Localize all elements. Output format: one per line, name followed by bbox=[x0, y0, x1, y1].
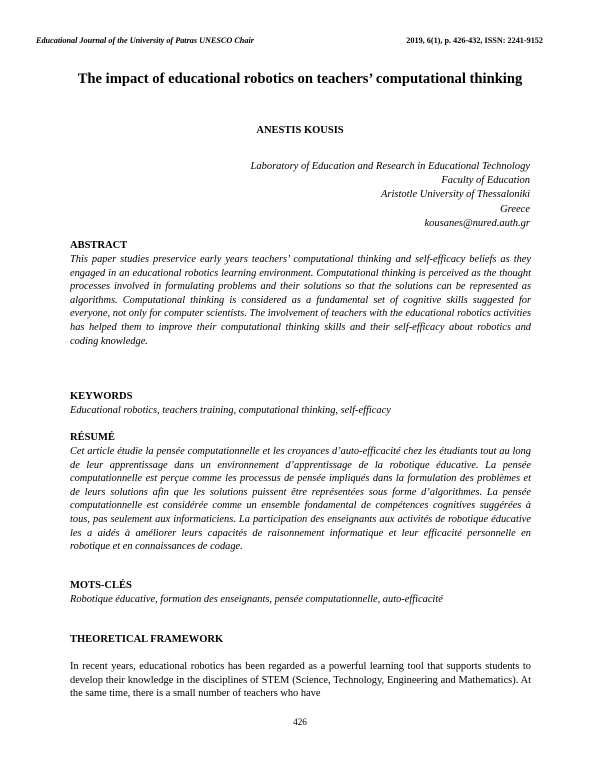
abstract-text: This paper studies preservice early years teachers’ computational thinking and self-efficacy beliefs as they engaged in an educational robotics learning environment. Computational thinking is perceived as the thought processes involved in formulating problems and their solutions so that the solutions can be represented as algorithms. Computational thinking is considered as a fundamental set of cognitive skills suggested for everyone, not only for computer scientists. The involvement of teachers with the educational robotics activities has helped them to improve their computational thinking skills and their self-efficacy about robotics and coding knowledge. bbox=[70, 254, 531, 347]
affiliation-email: kousanes@nured.auth.gr bbox=[424, 217, 530, 229]
affiliation-block bbox=[251, 160, 531, 231]
theoretical-framework-text: In recent years, educational robotics has been regarded as a powerful learning tool that supports students to develop their knowledge in the disciplines of STEM (Science, Technology, Engineering and Mathematics). At the same time, there is a small number of teachers who have bbox=[70, 661, 531, 700]
resume-heading: RÉSUMÉ bbox=[70, 432, 115, 443]
page-number: 426 bbox=[293, 717, 307, 727]
affiliation-country: Greece bbox=[500, 203, 530, 215]
resume-text: Cet article étudie la pensée computationnelle et les croyances d’auto-efficacité chez les étudiants tout au long de leur apprentissage dans un environnement d’apprentissage de la robotique éducative. La pensée computationnelle est perçue comme les processus de pensée impliqués dans la formulation des problèmes et de leurs solutions afin que les solutions puissent être représentées sous forme d’algorithmes. La pensée computationnelle est considérée comme un ensemble fondamental de compétences cognitives suggérées à tous, pas seulement aux informaticiens. La participation des enseignants aux activités de robotique éducative les a aidés à améliorer leurs capacités de raisonnement informatique et leur efficacité personnelle en robotique et en connaissances de codage. bbox=[70, 446, 531, 553]
affiliation-faculty: Faculty of Education bbox=[441, 175, 530, 187]
affiliation-lab: Laboratory of Education and Research in Educational Technology bbox=[250, 161, 530, 172]
keywords-heading: KEYWORDS bbox=[70, 391, 133, 402]
theoretical-framework-heading: THEORETICAL FRAMEWORK bbox=[70, 634, 224, 645]
citation-info: 2019, 6(1), p. 426-432, ISSN: 2241-9152 bbox=[406, 36, 543, 45]
keywords-text: Educational robotics, teachers training, computational thinking, self-efficacy bbox=[70, 405, 391, 416]
paper-title: The impact of educational robotics on teachers’ computational thinking bbox=[77, 71, 523, 87]
author-name: ANESTIS KOUSIS bbox=[256, 125, 344, 136]
mots-cles-heading: MOTS-CLÉS bbox=[70, 580, 132, 591]
journal-name: Educational Journal of the University of Patras UNESCO Chair bbox=[36, 36, 254, 45]
mots-cles-text: Robotique éducative, formation des enseignants, pensée computationnelle, auto-efficacité bbox=[70, 594, 443, 605]
affiliation-university: Aristotle University of Thessaloniki bbox=[380, 189, 530, 201]
abstract-heading: ABSTRACT bbox=[70, 240, 128, 251]
